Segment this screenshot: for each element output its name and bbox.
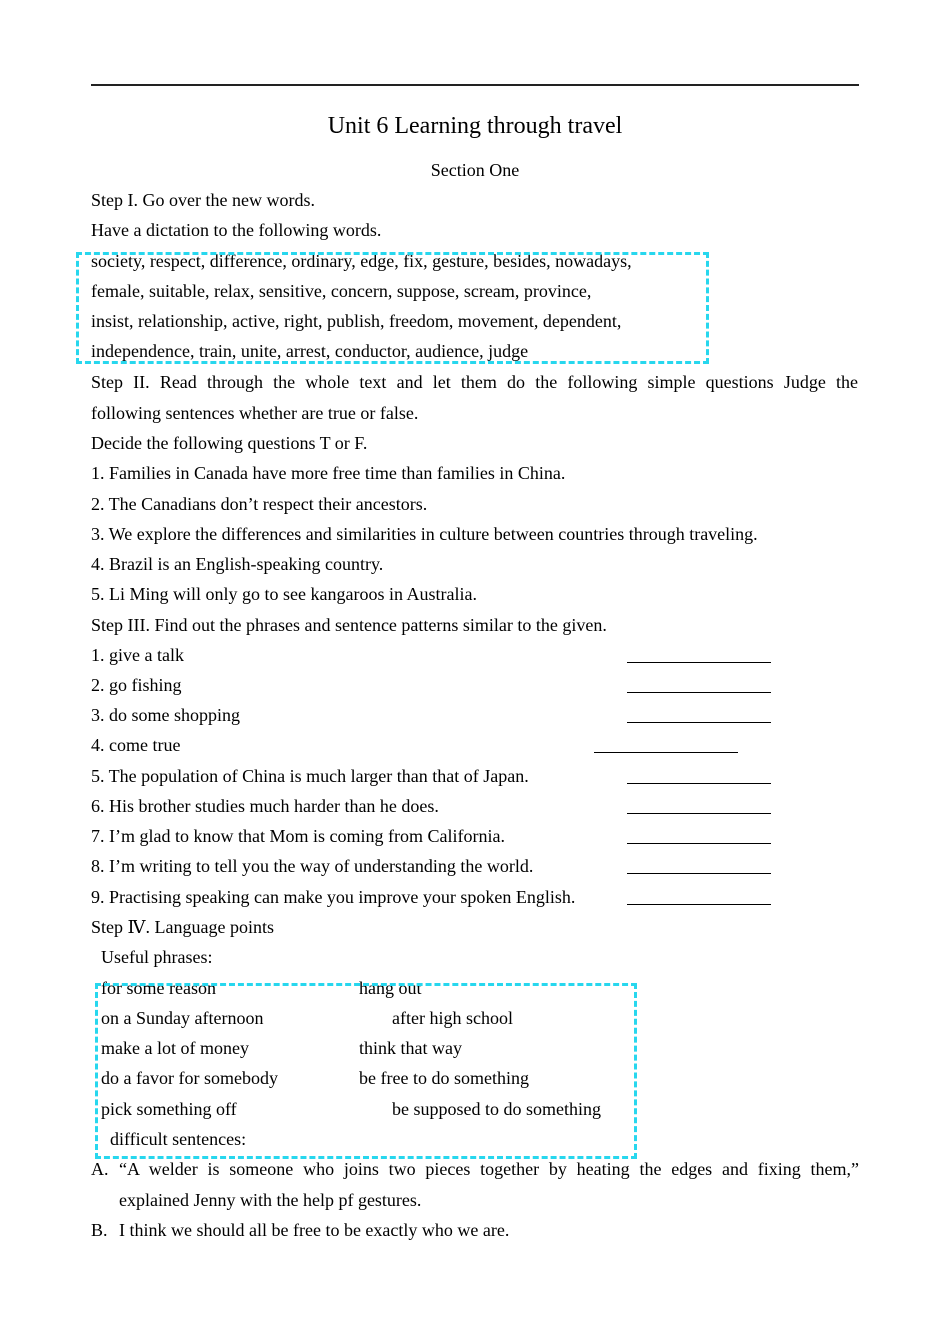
answer-blank[interactable] [627,904,771,905]
step4-heading: Step Ⅳ. Language points [91,917,274,937]
useful-phrase: do a favor for somebody [101,1068,278,1088]
tf-question: 2. The Canadians don’t respect their ancestors. [91,494,428,514]
difficult-sentence-cont: explained Jenny with the help pf gestures. [119,1190,422,1210]
useful-phrase: think that way [359,1038,462,1058]
phrase-item: 4. come true [91,735,181,755]
answer-blank[interactable] [627,692,771,693]
step2-heading-cont: following sentences whether are true or false. [91,403,419,423]
step1-instruction: Have a dictation to the following words. [91,220,382,240]
useful-phrase: for some reason [101,978,216,998]
phrase-item: 8. I’m writing to tell you the way of understanding the world. [91,856,534,876]
tf-question: 3. We explore the differences and similarities in culture between countries through traveling. [91,524,758,544]
answer-blank[interactable] [627,662,771,663]
phrase-item: 5. The population of China is much larger than that of Japan. [91,766,529,786]
useful-phrase: be supposed to do something [392,1099,601,1119]
tf-question: 1. Families in Canada have more free time than families in China. [91,463,566,483]
difficult-sentences-label: difficult sentences: [110,1129,247,1149]
answer-blank[interactable] [627,873,771,874]
word-line: female, suitable, relax, sensitive, concern, suppose, scream, province, [91,281,592,301]
answer-blank[interactable] [594,752,738,753]
useful-phrase: hang out [359,978,422,998]
useful-phrase: after high school [392,1008,513,1028]
phrase-item: 9. Practising speaking can make you improve your spoken English. [91,887,576,907]
useful-phrase: pick something off [101,1099,237,1119]
useful-phrase: make a lot of money [101,1038,249,1058]
step2-heading: Step II. Read through the whole text and let them do the following simple questions Judge the [91,372,858,392]
tf-question: 4. Brazil is an English-speaking country. [91,554,384,574]
sentence-marker: A. [91,1159,109,1179]
difficult-sentence: “A welder is someone who joins two pieces together by heating the edges and fixing them,” [119,1159,859,1179]
answer-blank[interactable] [627,843,771,844]
phrase-item: 3. do some shopping [91,705,241,725]
useful-phrase: on a Sunday afternoon [101,1008,264,1028]
word-line: society, respect, difference, ordinary, edge, fix, gesture, besides, nowadays, [91,251,632,271]
useful-phrases-label: Useful phrases: [101,947,213,967]
step3-heading: Step III. Find out the phrases and sentence patterns similar to the given. [91,615,607,635]
phrase-item: 6. His brother studies much harder than he does. [91,796,439,816]
phrase-item: 2. go fishing [91,675,182,695]
word-line: independence, train, unite, arrest, conductor, audience, judge [91,341,529,361]
header-rule [91,84,859,86]
answer-blank[interactable] [627,813,771,814]
section-title: Section One [430,160,520,180]
sentence-marker: B. [91,1220,108,1240]
phrase-item: 7. I’m glad to know that Mom is coming from California. [91,826,505,846]
answer-blank[interactable] [627,722,771,723]
page-title: Unit 6 Learning through travel [327,113,623,139]
answer-blank[interactable] [627,783,771,784]
tf-question: 5. Li Ming will only go to see kangaroos in Australia. [91,584,477,604]
step1-heading: Step I. Go over the new words. [91,190,315,210]
word-line: insist, relationship, active, right, publish, freedom, movement, dependent, [91,311,622,331]
phrase-item: 1. give a talk [91,645,184,665]
difficult-sentence: I think we should all be free to be exactly who we are. [119,1220,510,1240]
useful-phrase: be free to do something [359,1068,529,1088]
step2-instruction: Decide the following questions T or F. [91,433,368,453]
